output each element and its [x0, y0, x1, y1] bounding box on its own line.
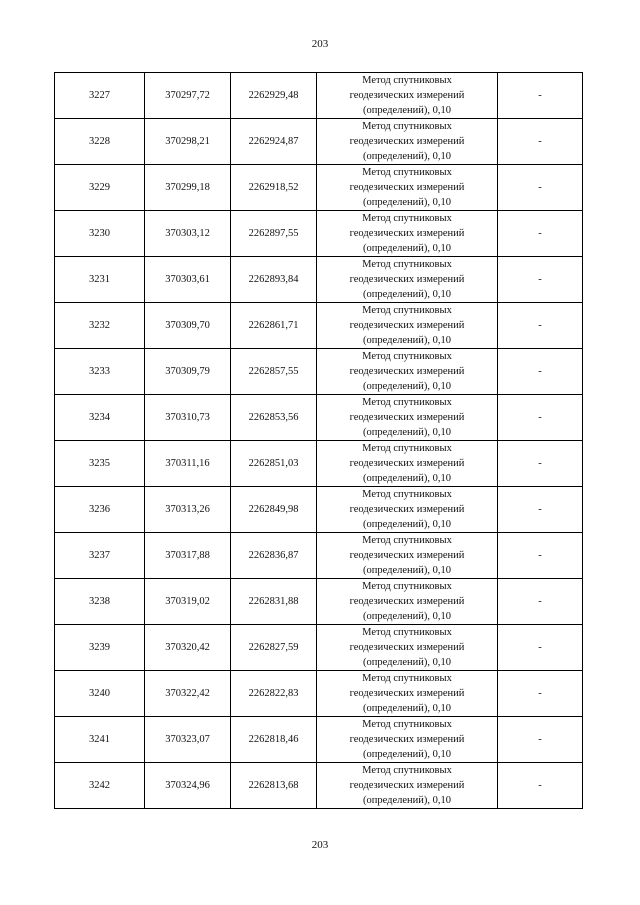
x-coordinate-cell: 370298,21: [145, 119, 231, 165]
y-coordinate-cell: 2262851,03: [231, 441, 317, 487]
method-line: (определений), 0,10: [362, 151, 452, 162]
method-line: Метод спутниковых: [362, 121, 452, 132]
method-line: Метод спутниковых: [362, 213, 452, 224]
point-number-cell: 3239: [55, 625, 145, 671]
method-cell: [317, 625, 498, 671]
table-row: [55, 257, 583, 303]
method-cell: [317, 349, 498, 395]
x-coordinate-cell: 370320,42: [145, 625, 231, 671]
method-line: Метод спутниковых: [362, 627, 452, 638]
method-cell: [317, 257, 498, 303]
method-line: геодезических измерений: [349, 688, 465, 699]
y-coordinate-cell: 2262836,87: [231, 533, 317, 579]
point-number-cell: 3232: [55, 303, 145, 349]
point-number-cell: 3238: [55, 579, 145, 625]
x-coordinate-cell: 370313,26: [145, 487, 231, 533]
y-coordinate-cell: 2262831,88: [231, 579, 317, 625]
point-number-cell: 3230: [55, 211, 145, 257]
method-line: (определений), 0,10: [362, 381, 452, 392]
table-row: [55, 73, 583, 119]
method-cell: [317, 533, 498, 579]
x-coordinate-cell: 370317,88: [145, 533, 231, 579]
method-line: Метод спутниковых: [362, 167, 452, 178]
table-row: [55, 349, 583, 395]
point-number-cell: 3229: [55, 165, 145, 211]
x-coordinate-cell: 370324,96: [145, 763, 231, 809]
note-cell: -: [498, 303, 583, 349]
method-line: Метод спутниковых: [362, 351, 452, 362]
note-cell: -: [498, 211, 583, 257]
method-line: Метод спутниковых: [362, 397, 452, 408]
point-number-cell: 3231: [55, 257, 145, 303]
table-row: [55, 441, 583, 487]
point-number-cell: 3241: [55, 717, 145, 763]
method-line: геодезических измерений: [349, 90, 465, 101]
method-line: геодезических измерений: [349, 596, 465, 607]
note-cell: -: [498, 257, 583, 303]
table-row: [55, 763, 583, 809]
point-number-cell: 3242: [55, 763, 145, 809]
x-coordinate-cell: 370310,73: [145, 395, 231, 441]
coordinates-table-body: [55, 73, 583, 809]
point-number-cell: 3236: [55, 487, 145, 533]
method-line: геодезических измерений: [349, 320, 465, 331]
method-line: (определений), 0,10: [362, 795, 452, 806]
note-cell: -: [498, 487, 583, 533]
y-coordinate-cell: 2262849,98: [231, 487, 317, 533]
method-line: Метод спутниковых: [362, 673, 452, 684]
y-coordinate-cell: 2262924,87: [231, 119, 317, 165]
method-line: геодезических измерений: [349, 642, 465, 653]
y-coordinate-cell: 2262893,84: [231, 257, 317, 303]
y-coordinate-cell: 2262853,56: [231, 395, 317, 441]
method-cell: [317, 441, 498, 487]
table-row: [55, 671, 583, 717]
note-cell: -: [498, 165, 583, 211]
method-line: Метод спутниковых: [362, 765, 452, 776]
method-line: (определений), 0,10: [362, 565, 452, 576]
note-cell: -: [498, 73, 583, 119]
table-row: [55, 119, 583, 165]
method-line: геодезических измерений: [349, 228, 465, 239]
method-line: геодезических измерений: [349, 780, 465, 791]
method-line: Метод спутниковых: [362, 443, 452, 454]
y-coordinate-cell: 2262822,83: [231, 671, 317, 717]
page-number-bottom: 203: [311, 839, 329, 851]
method-line: (определений), 0,10: [362, 105, 452, 116]
table-row: [55, 211, 583, 257]
method-cell: [317, 73, 498, 119]
method-cell: [317, 579, 498, 625]
point-number-cell: 3240: [55, 671, 145, 717]
method-line: (определений), 0,10: [362, 519, 452, 530]
y-coordinate-cell: 2262929,48: [231, 73, 317, 119]
method-line: геодезических измерений: [349, 136, 465, 147]
method-line: геодезических измерений: [349, 504, 465, 515]
page-number-top: 203: [311, 38, 329, 50]
y-coordinate-cell: 2262918,52: [231, 165, 317, 211]
method-cell: [317, 119, 498, 165]
method-cell: [317, 303, 498, 349]
method-line: геодезических измерений: [349, 734, 465, 745]
method-line: (определений), 0,10: [362, 611, 452, 622]
method-cell: [317, 211, 498, 257]
coordinates-table: [54, 72, 583, 809]
note-cell: -: [498, 579, 583, 625]
method-line: Метод спутниковых: [362, 581, 452, 592]
method-cell: [317, 671, 498, 717]
note-cell: -: [498, 671, 583, 717]
method-cell: [317, 487, 498, 533]
x-coordinate-cell: 370323,07: [145, 717, 231, 763]
x-coordinate-cell: 370319,02: [145, 579, 231, 625]
note-cell: -: [498, 441, 583, 487]
table-row: [55, 717, 583, 763]
method-line: Метод спутниковых: [362, 259, 452, 270]
method-line: Метод спутниковых: [362, 305, 452, 316]
method-line: (определений), 0,10: [362, 243, 452, 254]
method-line: геодезических измерений: [349, 550, 465, 561]
method-line: геодезических измерений: [349, 412, 465, 423]
method-line: Метод спутниковых: [362, 719, 452, 730]
method-cell: [317, 165, 498, 211]
method-line: (определений), 0,10: [362, 335, 452, 346]
method-line: (определений), 0,10: [362, 703, 452, 714]
note-cell: -: [498, 625, 583, 671]
table-row: [55, 303, 583, 349]
table-row: [55, 579, 583, 625]
note-cell: -: [498, 717, 583, 763]
method-line: геодезических измерений: [349, 182, 465, 193]
y-coordinate-cell: 2262857,55: [231, 349, 317, 395]
note-cell: -: [498, 349, 583, 395]
x-coordinate-cell: 370303,12: [145, 211, 231, 257]
y-coordinate-cell: 2262813,68: [231, 763, 317, 809]
point-number-cell: 3235: [55, 441, 145, 487]
y-coordinate-cell: 2262827,59: [231, 625, 317, 671]
x-coordinate-cell: 370309,79: [145, 349, 231, 395]
point-number-cell: 3234: [55, 395, 145, 441]
point-number-cell: 3228: [55, 119, 145, 165]
method-line: геодезических измерений: [349, 366, 465, 377]
point-number-cell: 3227: [55, 73, 145, 119]
point-number-cell: 3233: [55, 349, 145, 395]
method-line: (определений), 0,10: [362, 197, 452, 208]
table-row: [55, 533, 583, 579]
method-line: Метод спутниковых: [362, 489, 452, 500]
method-line: геодезических измерений: [349, 274, 465, 285]
note-cell: -: [498, 533, 583, 579]
x-coordinate-cell: 370303,61: [145, 257, 231, 303]
method-line: (определений), 0,10: [362, 289, 452, 300]
method-line: (определений), 0,10: [362, 473, 452, 484]
method-line: Метод спутниковых: [362, 535, 452, 546]
method-line: (определений), 0,10: [362, 427, 452, 438]
method-cell: [317, 763, 498, 809]
table-row: [55, 165, 583, 211]
note-cell: -: [498, 763, 583, 809]
method-line: Метод спутниковых: [362, 75, 452, 86]
x-coordinate-cell: 370311,16: [145, 441, 231, 487]
y-coordinate-cell: 2262818,46: [231, 717, 317, 763]
note-cell: -: [498, 119, 583, 165]
y-coordinate-cell: 2262897,55: [231, 211, 317, 257]
method-line: (определений), 0,10: [362, 749, 452, 760]
y-coordinate-cell: 2262861,71: [231, 303, 317, 349]
method-cell: [317, 395, 498, 441]
method-line: геодезических измерений: [349, 458, 465, 469]
x-coordinate-cell: 370297,72: [145, 73, 231, 119]
table-row: [55, 487, 583, 533]
table-row: [55, 625, 583, 671]
method-line: (определений), 0,10: [362, 657, 452, 668]
x-coordinate-cell: 370299,18: [145, 165, 231, 211]
note-cell: -: [498, 395, 583, 441]
table-row: [55, 395, 583, 441]
method-cell: [317, 717, 498, 763]
x-coordinate-cell: 370322,42: [145, 671, 231, 717]
point-number-cell: 3237: [55, 533, 145, 579]
x-coordinate-cell: 370309,70: [145, 303, 231, 349]
